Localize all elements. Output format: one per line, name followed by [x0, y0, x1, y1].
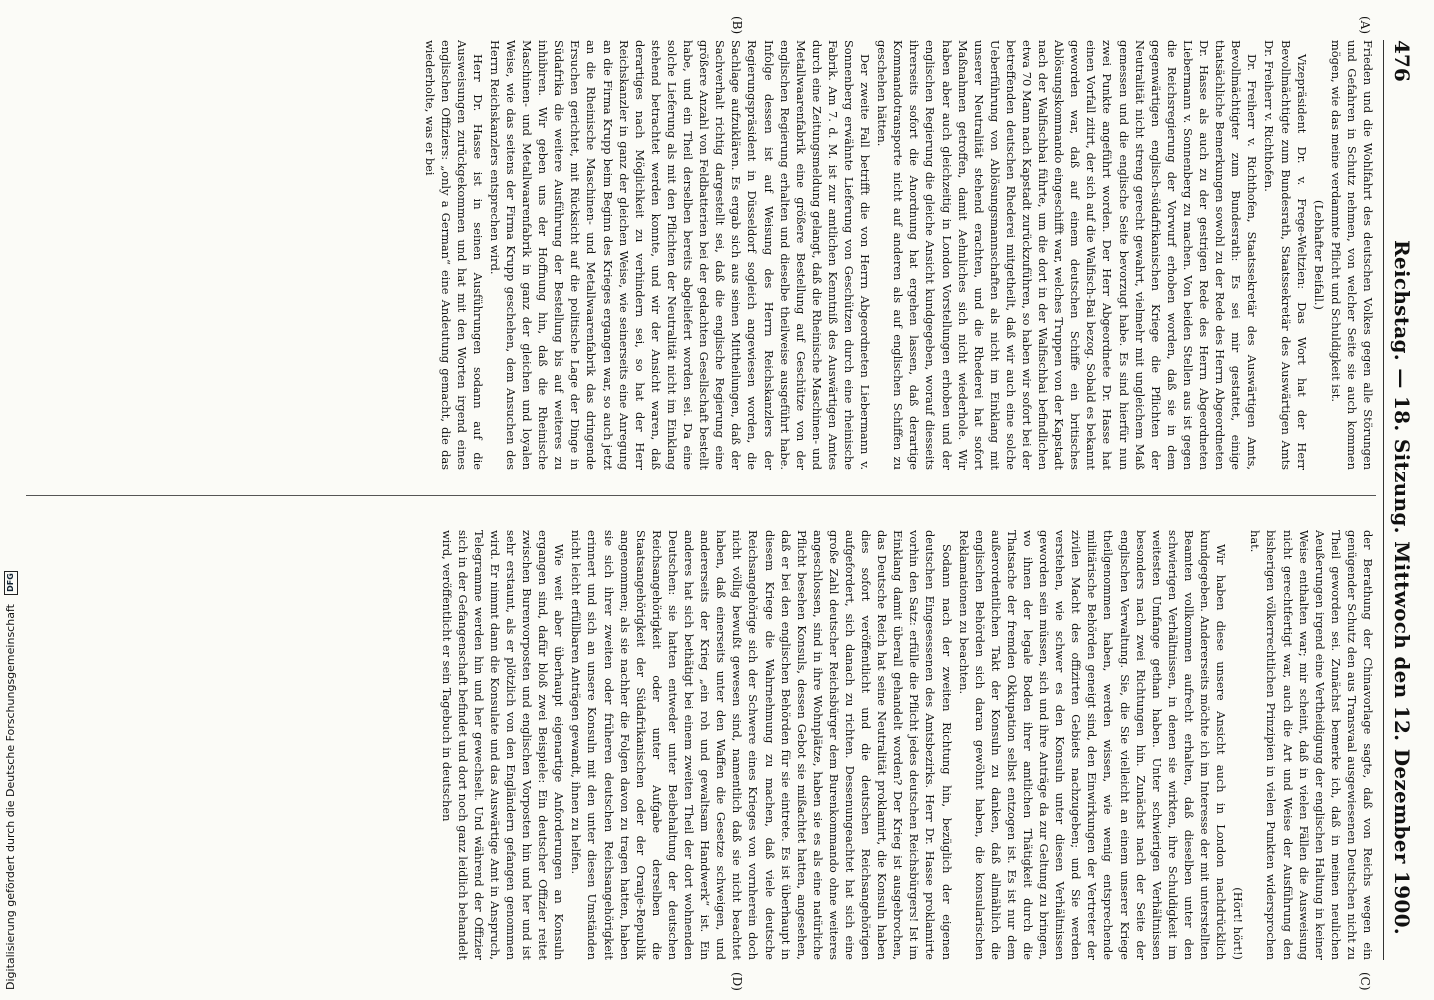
paragraph: Sodann nach der zweiten Richtung hin, bezüglich der eigenen deutschen Eingesessenen des Amtsbezirks. Herr Dr. Hasse proklamirte vorhin den Satz: erfülle die Pflicht jedes deutschen Reichsbürgers! Ist im Einklang damit überall gehandelt worden? Der Krieg ist ausgebrochen, das Deutsche Reich hat seine Neutralität proklamirt, die Konsuln haben dies sofort veröffentlicht und die deutschen Reichsangehörigen aufgefordert, sich danach zu richten. Dessenungeachtet hat sich eine große Zahl deutscher Reichsbürger dem Burenkommando ohne weiteres angeschlossen, sind in ihre Wohnplätze, haben sie es als eine natürliche Pflicht besehen Konsuls, dessen Gebot sie mißachtet hatten, angesehen, daß er bei den englischen Behörden für sie eintrete. Es ist überhaupt in diesem Kriege die Wahrnehmung zu machen, daß viele deutsche Reichsangehörige sich der Schwere eines Krieges von vornherein doch nicht völlig bewußt gewesen sind, namentlich daß sie nicht beachtet haben, daß einerseits unter den Waffen die Gesetze schweigen, und andererseits der Krieg „ein roh und gewaltsam Handwerk“ ist. Ein anderes hat sich bethätigt bei einem zweiten Theil der dort wohnenden Deutschen: sie hatten entweder unter Beibehaltung der deutschen Reichsangehörigkeit oder unter Aufgabe derselben die Staatsangehörigkeit der Südafrikanischen oder der Oranje-Republik angenommen; als sie nachher die Folgen davon zu tragen hatten, haben sie sich ihrer zweiten oder früheren deutschen Reichsangehörigkeit erinnert und sich an unsere Konsuln mit den unter diesen Umständen nicht leicht erfüllbaren Anträgen gewandt, ihnen zu helfen. [569, 530, 954, 960]
credit-text: Digitalisierung gefördert durch die Deutsche Forschungsgemeinschaft [4, 604, 17, 990]
paragraph: Dr. Freiherr v. Richthofen, Staatssekretär des Auswärtigen Amts, Bevollmächtigter zum Bundesrath: Es sei mir gestattet, einige thatsächliche Bemerkungen sowohl zu der Rede des Herrn Abgeordneten Dr. Hasse als auch zu der gestrigen Rede des Herrn Abgeordneten Liebermann v. Sonnenberg zu machen. Von beiden Stellen aus ist gegen die Reichsregierung der Vorwurf erhoben worden, daß sie in dem gegenwärtigen englisch-südafrikanischen Kriege die Pflichten der Neutralität nicht streng gerecht gewahrt, vielmehr mit ungleichem Maß gemessen und die englische Seite bevorzugt habe. Es sind hierfür nun zwei Punkte angeführt worden. Der Herr Abgeordnete Dr. Hasse hat einen Vorfall zitirt, der sich auf die Walfisch-Bai bezog. Sobald es bekannt geworden war, daß auf einem deutschen Schiffe ein britisches Ablösungskommando eingeschifft war, welches Truppen von der Kapstadt nach der Walfischbai führte, um die dort in der Walfischbai befindlichen etwa 70 Mann nach Kapstadt zurückzuführen, so haben wir sofort bei der betreffenden deutschen Rhederei mitgetheilt, daß wir auch eine solche Ueberführung von Ablösungsmannschaften als nicht im Einklang mit unserer Neutralität stehend erachten, und die Rhederei hat sofort Maßnahmen getroffen, damit Aehnliches sich nicht wiederhole. Wir haben aber auch gleichzeitig in London Vorstellungen erhoben und der englischen Regierung die gleiche Ansicht kundgegeben, worauf diesseits ihrerseits sofort die Anordnung hat ergehen lassen, daß derartige Kommandotransporte nicht auf anderen als auf englischen Schiffen zu geschehen hätten. [875, 40, 1260, 470]
paragraph: Vizepräsident Dr. v. Frege-Weltzien: Das Wort hat der Herr Bevollmächtigte zum Bundesrath, Staatssekretär des Auswärtigen Amts Dr. Freiherr v. Richthofen. [1262, 40, 1309, 470]
page-number: 476 [1390, 40, 1414, 82]
column-rule [26, 495, 1376, 496]
margin-marker-b: (B) [730, 16, 744, 35]
margin-marker-d: (D) [730, 972, 744, 991]
margin-marker-c: (C) [1358, 972, 1372, 991]
running-title: Reichstag. — 18. Sitzung. Mittwoch den 12. Dezember 1900. [1390, 240, 1414, 936]
paragraph: Frieden und die Wohlfahrt des deutschen Volkes gegen alle Störungen und Gefahren in Schutz nehmen, von welcher Seite sie auch kommen mögen, wie das meine verdammte Pflicht und Schuldigkeit ist. [1328, 40, 1375, 470]
applause-note: (Lebhafter Beifall.) [1311, 200, 1326, 310]
digitization-credit [0, 0, 26, 1000]
left-column [16, 40, 1376, 470]
dfg-logo: DFG [4, 571, 18, 595]
header-rule [1383, 40, 1384, 960]
paragraph: Herr Dr. Hasse ist in seinen Ausführungen sodann auf die Ausweisungen zurückgekommen und hat mit den Worten irgend eines englischen Offiziers: „only a German“ eine Andeutung gemacht, die das wiederholte, was er bei [422, 40, 485, 470]
margin-marker-a: (A) [1358, 16, 1372, 35]
right-column [16, 530, 1376, 960]
paragraph: Der zweite Fall betrifft die von Herrn Abgeordneten Liebermann v. Sonnenberg erwähnte Lieferung von Geschützen durch eine rheinische Fabrik. Am 7. d. M. ist zur amtlichen Kenntniß des Auswärtigen Amtes durch eine Zeitungsmeldung gelangt, daß die Rheinische Maschinen- und Metallwaarenfabrik eine größere Bestellung auf Geschütze von der englischen Regierung erhalten und dieselbe theilweise ausgeführt habe. Infolge dessen ist auf Weisung des Herrn Reichskanzlers der Regierungspräsident in Düsseldorf sogleich angewiesen worden, die Sachlage aufzuklären. Es ergab sich aus seinen Mittheilungen, daß der Sachverhalt richtig dargestellt sei, daß die englische Regierung eine größere Anzahl von Feldbatterien bei der gedachten Gesellschaft bestellt habe, und ein Theil derselben bereits abgeliefert worden sei. Da eine solche Lieferung als mit den Pflichten der Neutralität nicht im Einklang stehend betrachtet werden konnte, und wir der Ansicht waren, daß derartiges nach Möglichkeit zu verhindern sei, so hat der Herr Reichskanzler in ganz der gleichen Weise, wie seinerseits eine Anregung an die Firma Krupp beim Beginn des Krieges ergangen war, so auch jetzt an die Rheinische Maschinen- und Metallwaarenfabrik das dringende Ersuchen gerichtet, mit Rücksicht auf die politische Lage der Dinge in Südafrika die weitere Ausführung der Bestellung bis auf weiteres zu inhibiren. Wir geben uns der Hoffnung hin, daß die Rheinische Maschinen- und Metallwaarenfabrik in ganz der gleichen und loyalen Weise, wie das seitens der Firma Krupp geschehen, dem Ansuchen des Herrn Reichskanzlers entsprechen wird. [487, 40, 873, 470]
paragraph: Wir haben diese unsere Ansicht auch in London nachdrücklich kundgegeben. Andererseits möchte ich im Interesse der mit unterstellten Beamten vollkommen aufrecht erhalten, daß dieselben unter den schwierigen Verhältnissen, in denen sie wirkten, ihre Schuldigkeit im weitesten Umfange gethan haben. Unter schwierigen Verhältnissen besonders nach zwei Richtungen hin. Zunächst nach der Seite der englischen Verwaltung. Sie, die Sie vielleicht an einem unserer Kriege theilgenommen haben, werden wissen, wie wenig entsprechende militärische Behörden geneigt sind, den Einwirkungen der Vertreter der zivilen Macht des offizirten Gebiets nachzugeben; und Sie werden verstehen, wie schwer es den Konsuln unter diesen Verhältnissen geworden sein müssen, sich und ihre Anträge da zur Geltung zu bringen, wo ihnen der legale Boden ihrer amtlichen Thätigkeit durch die Thatsache der fremden Okkupation selbst entzogen ist. Es ist nur dem außerordentlichen Takt der Konsuln zu danken, daß allmählich die englischen Behörden sich daran gewöhnt haben, die konsularischen Reklamationen zu beachten. [956, 530, 1229, 960]
paragraph: Wie weit aber überhaupt eigenartige Anforderungen an Konsuln ergangen sind, dafür bloß zwei Beispiele: Ein deutscher Offizier reitet zwischen Burenvorposten und englischen Vorposten hin und her und ist sehr erstaunt, als er plötzlich von den Engländern gefangen genommen wird. Er nimmt dann die Konsulate und das Auswärtige Amt in Anspruch, Telegramme werden hin und her gewechselt. Und während der Offizier sich in der Gefangenschaft befindet und dort noch ganz leidlich behandelt wird, veröffentlicht er sein Tagebuch in deutschen [439, 530, 567, 960]
interjection-note: (Hört! hört!) [1231, 887, 1246, 960]
paragraph: der Berathung der Chinavorlage sagte, daß von Reichs wegen ein genügender Schutz den aus Transvaal ausgewiesenen Deutschen nicht zu Theil geworden sei. Zunächst bemerke ich, daß in meinen neulichen Aeußerungen irgend eine Vertheidigung der englischen Haltung in keiner Weise enthalten war; mir scheint, daß in vielen Fällen die Ausweisung nicht gerechtfertigt war, auch die Art und Weise der Ausführung den bisherigen völkerrechtlichen Prinzipien in vielen Punkten widersprochen hat. [1248, 530, 1375, 960]
running-header [1380, 40, 1420, 960]
